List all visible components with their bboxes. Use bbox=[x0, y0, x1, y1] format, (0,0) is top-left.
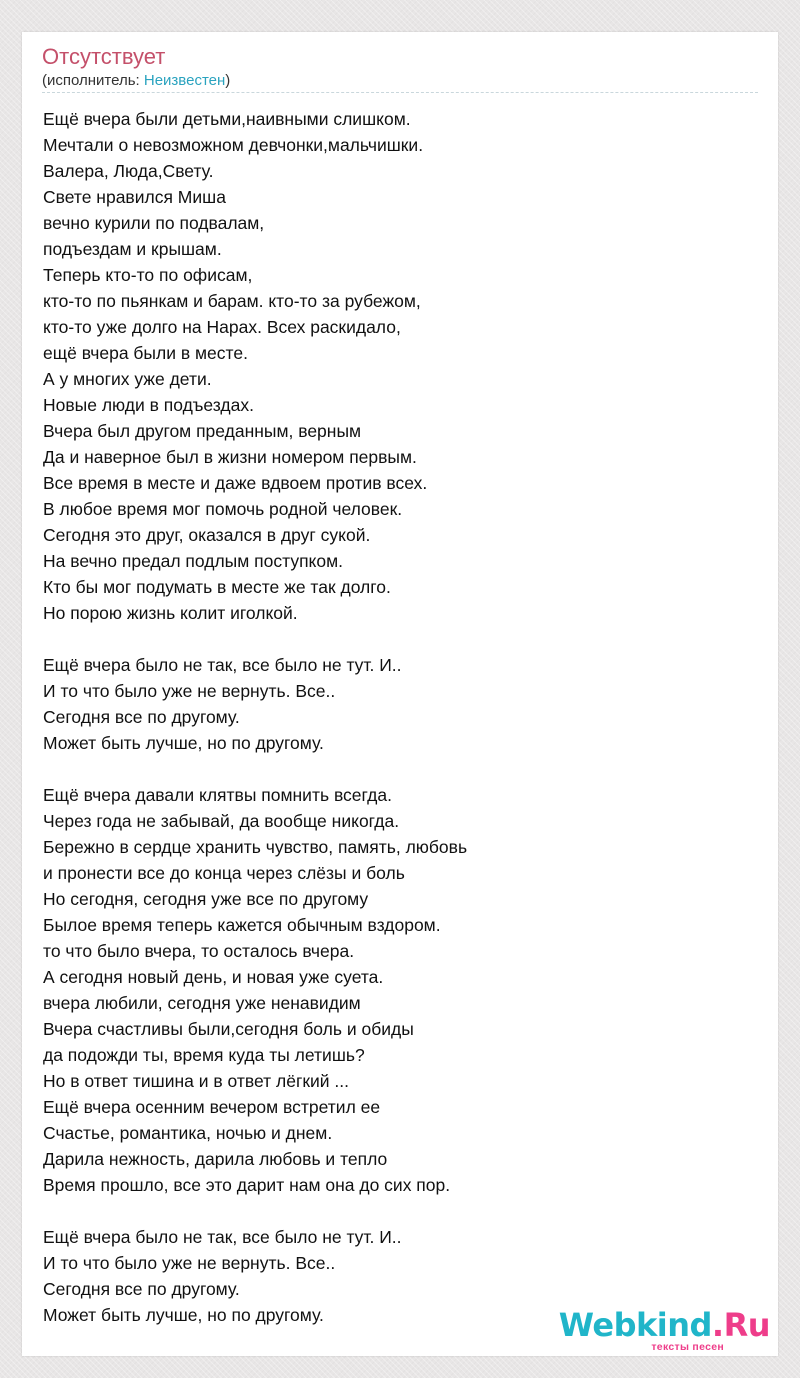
lyrics-text bbox=[43, 106, 763, 1328]
lyric-line: Ещё вчера давали клятвы помнить всегда. bbox=[43, 785, 392, 805]
lyric-line: Сегодня это друг, оказался в друг сукой. bbox=[43, 525, 371, 545]
webkind-logo[interactable] bbox=[558, 1306, 770, 1355]
stanza-gap bbox=[43, 1198, 763, 1224]
lyric-line: Но порою жизнь колит иголкой. bbox=[43, 603, 298, 623]
lyric-line: Ещё вчера было не так, все было не тут. И.. bbox=[43, 655, 402, 675]
lyric-line: Теперь кто-то по офисам, bbox=[43, 265, 253, 285]
lyric-line: Ещё вчера осенним вечером встретил ее bbox=[43, 1097, 381, 1117]
artist-prefix: (исполнитель: bbox=[42, 72, 144, 89]
lyric-line: Все время в месте и даже вдвоем против всех. bbox=[43, 473, 428, 493]
lyric-line: Свете нравился Миша bbox=[43, 187, 226, 207]
lyric-line: кто-то уже долго на Нарах. Всех раскидало, bbox=[43, 317, 401, 337]
lyric-line: Может быть лучше, но по другому. bbox=[43, 1305, 324, 1325]
logo-wordmark bbox=[559, 1307, 770, 1343]
lyric-line: вечно курили по подвалам, bbox=[43, 213, 265, 233]
logo-tagline: тексты песен bbox=[651, 1341, 724, 1353]
lyric-line: ещё вчера были в месте. bbox=[43, 343, 248, 363]
lyric-line: Вчера счастливы были,сегодня боль и обиды bbox=[43, 1019, 414, 1039]
lyric-line: Но сегодня, сегодня уже все по другому bbox=[43, 889, 369, 909]
lyric-line: Мечтали о невозможном девчонки,мальчишки. bbox=[43, 135, 424, 155]
lyric-line: В любое время мог помочь родной человек. bbox=[43, 499, 403, 519]
lyric-line: Может быть лучше, но по другому. bbox=[43, 733, 324, 753]
lyric-line: то что было вчера, то осталось вчера. bbox=[43, 941, 355, 961]
header-divider bbox=[42, 92, 758, 93]
lyric-line: Дарила нежность, дарила любовь и тепло bbox=[43, 1149, 388, 1169]
lyric-line: Счастье, романтика, ночью и днем. bbox=[43, 1123, 333, 1143]
lyric-line: кто-то по пьянкам и барам. кто-то за рубежом, bbox=[43, 291, 421, 311]
lyric-line: Через года не забывай, да вообще никогда. bbox=[43, 811, 400, 831]
lyric-line: Валера, Люда,Свету. bbox=[43, 161, 214, 181]
lyric-line: да подожди ты, время куда ты летишь? bbox=[43, 1045, 365, 1065]
lyric-line: И то что было уже не вернуть. Все.. bbox=[43, 681, 336, 701]
lyric-line: Кто бы мог подумать в месте же так долго. bbox=[43, 577, 391, 597]
lyric-line: Да и наверное был в жизни номером первым. bbox=[43, 447, 417, 467]
song-title: Отсутствует bbox=[42, 44, 166, 69]
lyric-line: Но в ответ тишина и в ответ лёгкий ... bbox=[43, 1071, 350, 1091]
artist-suffix: ) bbox=[225, 72, 231, 89]
lyric-line: А у многих уже дети. bbox=[43, 369, 212, 389]
artist-link[interactable]: Неизвестен bbox=[143, 72, 226, 89]
lyric-line: Вчера был другом преданным, верным bbox=[43, 421, 362, 441]
stanza-gap bbox=[43, 756, 763, 782]
lyric-line: Время прошло, все это дарит нам она до сих пор. bbox=[43, 1175, 451, 1195]
lyric-line: Былое время теперь кажется обычным вздором. bbox=[43, 915, 441, 935]
lyric-line: Ещё вчера было не так, все было не тут. И.. bbox=[43, 1227, 402, 1247]
lyric-line: вчера любили, сегодня уже ненавидим bbox=[43, 993, 361, 1013]
lyric-line: Новые люди в подъездах. bbox=[43, 395, 254, 415]
lyric-line: На вечно предал подлым поступком. bbox=[43, 551, 344, 571]
lyric-line: и пронести все до конца через слёзы и боль bbox=[43, 863, 405, 883]
lyric-line: А сегодня новый день, и новая уже суета. bbox=[43, 967, 384, 987]
lyric-line: Бережно в сердце хранить чувство, память, любовь bbox=[43, 837, 468, 857]
artist-line bbox=[42, 72, 230, 90]
lyric-line: Сегодня все по другому. bbox=[43, 1279, 240, 1299]
lyrics-card bbox=[22, 32, 778, 1356]
lyric-line: И то что было уже не вернуть. Все.. bbox=[43, 1253, 336, 1273]
stanza-gap bbox=[43, 626, 763, 652]
lyric-line: подъездам и крышам. bbox=[43, 239, 222, 259]
logo-tld: .Ru bbox=[711, 1306, 770, 1344]
lyric-line: Ещё вчера были детьми,наивными слишком. bbox=[43, 109, 411, 129]
lyric-line: Сегодня все по другому. bbox=[43, 707, 240, 727]
logo-name: Webkind bbox=[558, 1306, 712, 1344]
